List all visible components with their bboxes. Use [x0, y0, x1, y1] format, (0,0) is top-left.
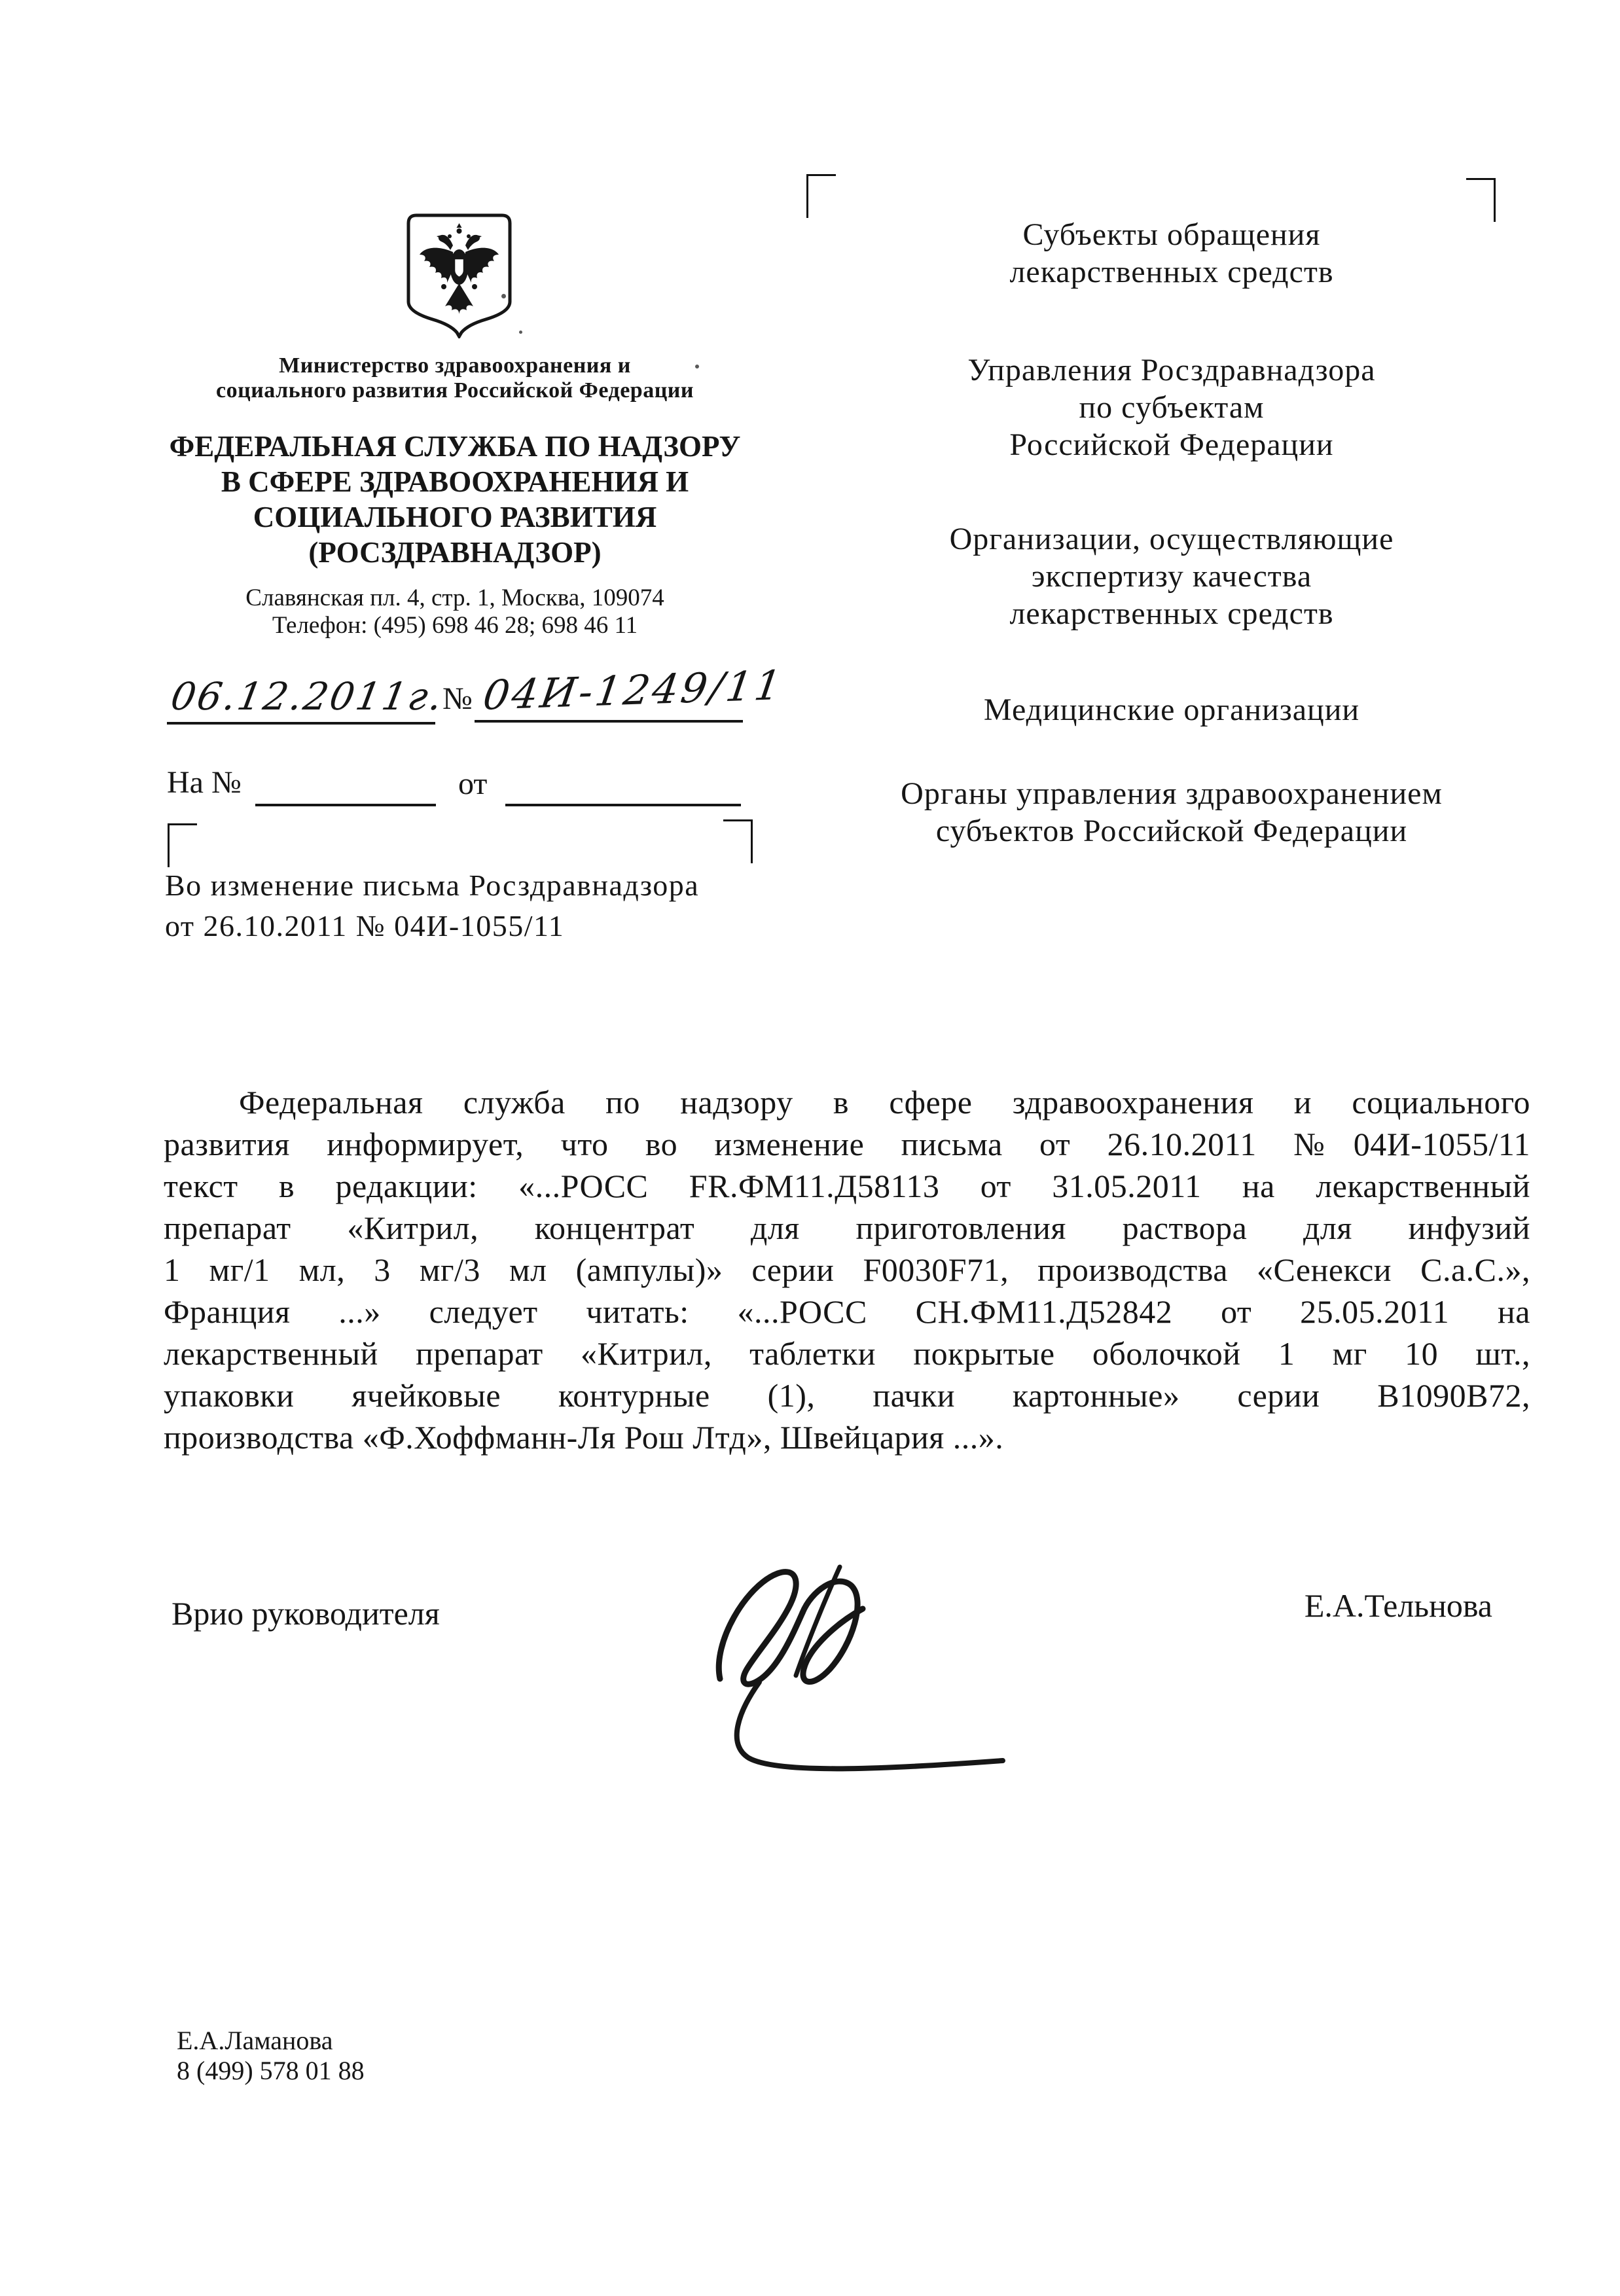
corner-mark: [723, 819, 753, 863]
recipient-group: [805, 691, 1538, 728]
recipient-group: [805, 520, 1538, 632]
service-line: СОЦИАЛЬНОГО РАЗВИТИЯ: [253, 501, 657, 533]
executor-name: Е.А.Ламанова: [177, 2026, 333, 2055]
scan-speck: [501, 294, 506, 298]
sender-address: [164, 584, 746, 639]
body-line: препарат «Китрил, концентрат для приготовления раствора для инфузий: [164, 1210, 1530, 1246]
date-underline: [167, 722, 435, 725]
executor-phone: 8 (499) 578 01 88: [177, 2056, 365, 2085]
corner-mark: [168, 823, 197, 867]
body-line: развития информирует, что во изменение письма от 26.10.2011 №04И-1055/11: [164, 1126, 1530, 1162]
address-line: Телефон: (495) 698 46 28; 698 46 11: [272, 612, 638, 639]
body-line: упаковки ячейковые контурные (1), пачки картонные» серии В1090В72,: [164, 1377, 1530, 1414]
recipient-line: субъектов Российской Федерации: [935, 814, 1408, 848]
incoming-number-blank: [255, 804, 436, 806]
signature-icon: [681, 1545, 1021, 1787]
outgoing-date-handwritten: 06.12.2011г.: [168, 674, 448, 719]
subject-line: Во изменение письма Росздравнадзора: [165, 869, 700, 902]
incoming-date-blank: [505, 804, 741, 806]
recipient-line: Субъекты обращения: [1022, 217, 1321, 252]
signer-name: Е.А.Тельнова: [1304, 1587, 1492, 1624]
body-line: 1 мг/1 мл, 3 мг/3 мл (ампулы)» серии F0030F71, производства «Сенекси С.а.С.»,: [164, 1251, 1530, 1288]
scan-speck: [695, 365, 699, 368]
ministry-line: социального развития Российской Федерации: [216, 378, 694, 403]
recipient-line: Организации, осуществляющие: [949, 522, 1394, 556]
recipient-line: Российской Федерации: [1009, 427, 1334, 462]
subject-line: от 26.10.2011 № 04И-1055/11: [165, 909, 565, 942]
recipient-line: Управления Росздравнадзора: [967, 353, 1376, 387]
body-line: Франция ...» следует читать: «...РОСС СН.ФМ11.Д52842 от 25.05.2011 на: [164, 1293, 1530, 1330]
number-underline: [475, 720, 743, 723]
body-line: Федеральная служба по надзору в сфере здравоохранения и социального: [239, 1084, 1530, 1121]
number-sign: №: [442, 681, 473, 716]
service-line: (РОСЗДРАВНАДЗОР): [308, 536, 602, 569]
scan-speck: [519, 331, 522, 334]
corner-mark: [1466, 178, 1496, 222]
outgoing-number-handwritten: 04И-1249/11: [480, 661, 787, 719]
recipient-line: по субъектам: [1079, 390, 1265, 425]
address-line: Славянская пл. 4, стр. 1, Москва, 109074: [245, 584, 664, 611]
service-line: ФЕДЕРАЛЬНАЯ СЛУЖБА ПО НАДЗОРУ: [169, 430, 741, 463]
body-line: лекарственный препарат «Китрил, таблетки покрытые оболочкой 1 мг 10 шт.,: [164, 1335, 1530, 1372]
corner-mark: [806, 174, 836, 218]
ministry-line: Министерство здравоохранения и: [279, 353, 631, 378]
recipient-line: лекарственных средств: [1009, 255, 1334, 289]
body-line: текст в редакции: «...РОСС FR.ФМ11.Д58113 от 31.05.2011 на лекарственный: [164, 1168, 1530, 1204]
service-line: В СФЕРЕ ЗДРАВООХРАНЕНИЯ И: [221, 465, 689, 498]
recipient-line: Медицинские организации: [983, 692, 1360, 727]
service-name: [157, 429, 753, 570]
recipient-group: [805, 775, 1538, 850]
coat-of-arms-icon: [406, 213, 513, 338]
ministry-name: [164, 353, 746, 403]
recipient-line: лекарственных средств: [1009, 596, 1334, 631]
recipient-group: [805, 216, 1538, 291]
recipient-line: Органы управления здравоохранением: [901, 776, 1443, 811]
recipient-line: экспертизу качества: [1031, 559, 1312, 594]
incoming-number-label: На №: [167, 765, 242, 800]
signer-title: Врио руководителя: [171, 1595, 440, 1632]
incoming-date-label: от: [458, 766, 488, 801]
subject-reference: [165, 865, 767, 946]
body-line: производства «Ф.Хоффманн-Ля Рош Лтд», Швейцария ...».: [164, 1419, 1004, 1456]
recipient-group: [805, 351, 1538, 463]
